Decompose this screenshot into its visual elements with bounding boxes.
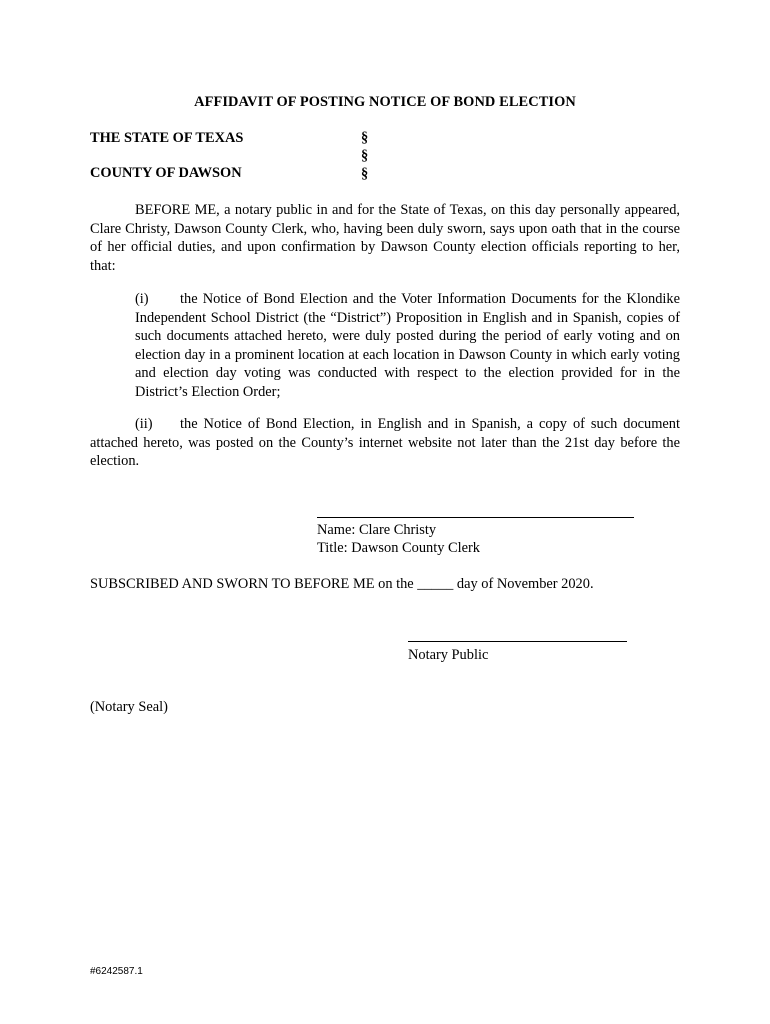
signatory-title: Title: Dawson County Clerk bbox=[317, 540, 480, 556]
section-sign-1: § bbox=[361, 130, 369, 146]
subscribed-statement: SUBSCRIBED AND SWORN TO BEFORE ME on the _____ day of November 2020. bbox=[90, 576, 594, 592]
intro-paragraph: BEFORE ME, a notary public in and for the State of Texas, on this day personally appeared, Clare Christy, Dawson County Clerk, who, having been duly sworn, says upon oath that in the course of her official duties, and upon confirmation by Dawson County election officials reporting to her, that: bbox=[90, 202, 680, 274]
document-reference-number: #6242587.1 bbox=[90, 966, 143, 977]
item-ii-text: the Notice of Bond Election, in English and in Spanish, a copy of such document attached hereto, was posted on the County’s internet website not later than the 21st day before the election. bbox=[90, 416, 680, 470]
notary-public-label: Notary Public bbox=[408, 647, 489, 663]
clerk-signature-line bbox=[317, 517, 634, 518]
item-ii-paragraph bbox=[90, 415, 680, 471]
caption-county: COUNTY OF DAWSON bbox=[90, 165, 242, 181]
item-ii-number: (ii) bbox=[135, 416, 153, 432]
section-sign-2: § bbox=[361, 148, 369, 164]
section-sign-3: § bbox=[361, 166, 369, 182]
item-i-number: (i) bbox=[135, 291, 149, 307]
item-i-text: the Notice of Bond Election and the Voter Information Documents for the Klondike Independent School District (the “District”) Proposition in English and in Spanish, copies of such documents attached hereto, were duly posted during the period of early voting and on election day in a prominent location at each location in Dawson County in which early voting and election day voting was conducted with respect to the election provided for in the District’s Election Order; bbox=[135, 291, 680, 400]
notary-signature-line bbox=[408, 641, 627, 642]
caption-state: THE STATE OF TEXAS bbox=[90, 130, 244, 146]
item-i-paragraph bbox=[135, 290, 680, 402]
signatory-name: Name: Clare Christy bbox=[317, 522, 437, 538]
notary-seal-label: (Notary Seal) bbox=[90, 699, 168, 715]
document-title: AFFIDAVIT OF POSTING NOTICE OF BOND ELECTION bbox=[194, 94, 576, 110]
